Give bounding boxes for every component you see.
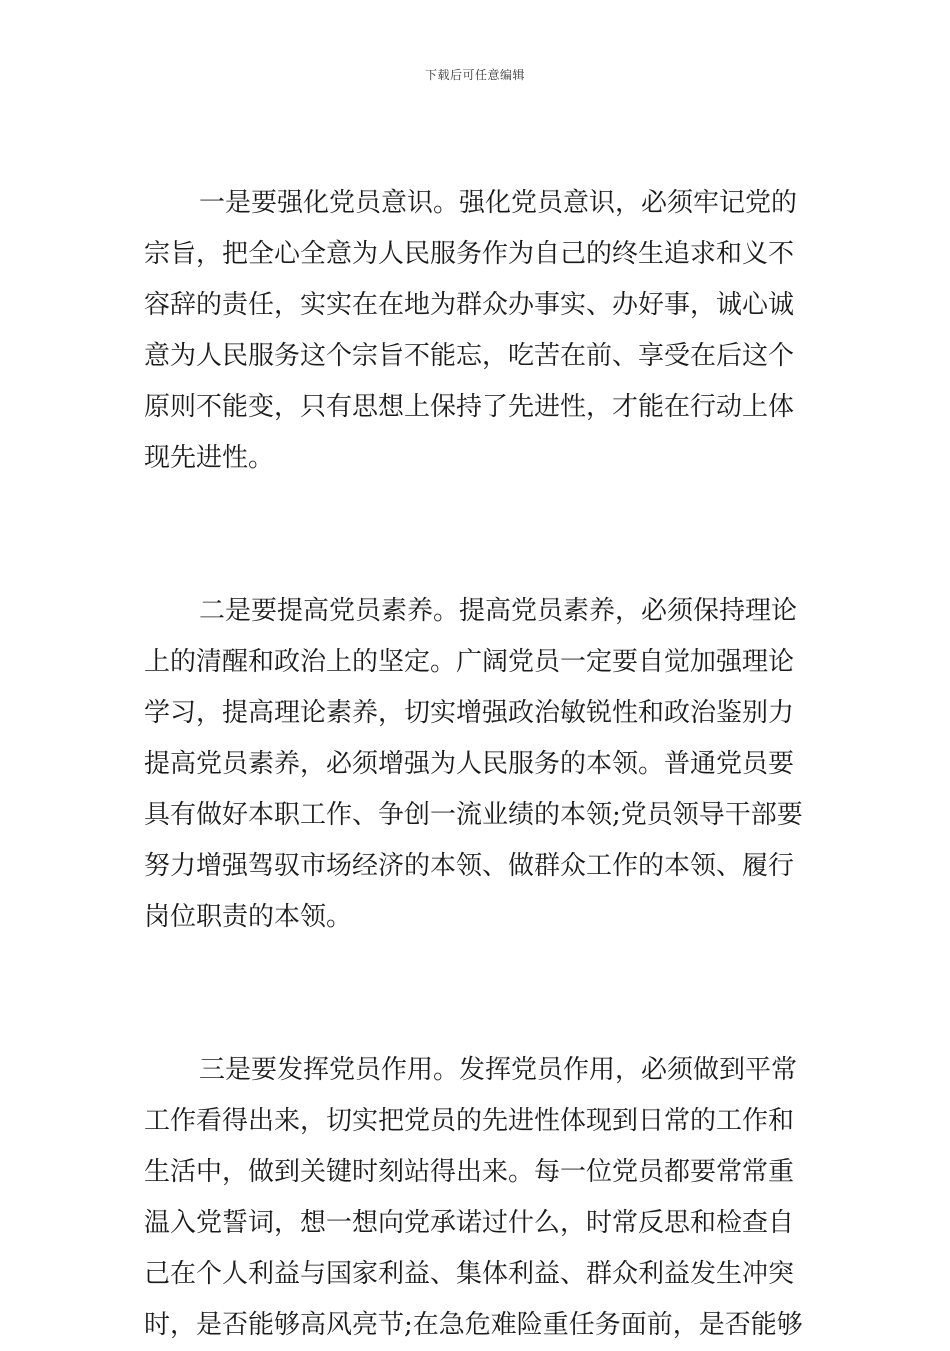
paragraph-line: 工作看得出来，切实把党员的先进性体现到日常的工作和	[144, 1106, 795, 1136]
paragraph-line: 温入党誓词，想一想向党承诺过什么，时常反思和检查自	[144, 1208, 795, 1238]
paragraph-line: 学习，提高理论素养，切实增强政治敏锐性和政治鉴别力	[144, 698, 795, 728]
paragraph-line: 二是要提高党员素养。提高党员素养，必须保持理论	[199, 596, 798, 626]
paragraph-line: 容辞的责任，实实在在地为群众办事实、办好事，诚心诚	[144, 290, 795, 320]
paragraph-line: 生活中，做到关键时刻站得出来。每一位党员都要常常重	[144, 1157, 795, 1187]
paragraph-2	[144, 586, 810, 943]
paragraph-line: 己在个人利益与国家利益、集体利益、群众利益发生冲突	[144, 1259, 795, 1289]
paragraph-line: 具有做好本职工作、争创一流业绩的本领;党员领导干部要	[144, 800, 803, 830]
paragraph-line: 一是要强化党员意识。强化党员意识，必须牢记党的	[199, 188, 798, 218]
paragraph-line: 岗位职责的本领。	[144, 902, 353, 932]
paragraph-line: 原则不能变，只有思想上保持了先进性，才能在行动上体	[144, 392, 795, 422]
paragraph-line: 时，是否能够高风亮节;在急危难险重任务面前，是否能够	[144, 1310, 803, 1340]
paragraph-1	[144, 178, 810, 484]
page-header: 下载后可任意编辑	[424, 68, 525, 82]
document-body	[144, 178, 810, 1351]
paragraph-line: 意为人民服务这个宗旨不能忘，吃苦在前、享受在后这个	[144, 341, 795, 371]
paragraph-line: 努力增强驾驭市场经济的本领、做群众工作的本领、履行	[144, 851, 795, 881]
paragraph-line: 宗旨，把全心全意为人民服务作为自己的终生追求和义不	[144, 239, 795, 269]
paragraph-line: 三是要发挥党员作用。发挥党员作用，必须做到平常	[199, 1055, 798, 1085]
paragraph-3	[144, 1045, 810, 1351]
paragraph-spacer	[144, 484, 810, 586]
paragraph-line: 提高党员素养，必须增强为人民服务的本领。普通党员要	[144, 749, 795, 779]
paragraph-line: 上的清醒和政治上的坚定。广阔党员一定要自觉加强理论	[144, 647, 795, 677]
paragraph-spacer	[144, 943, 810, 1045]
paragraph-line: 现先进性。	[144, 443, 275, 473]
